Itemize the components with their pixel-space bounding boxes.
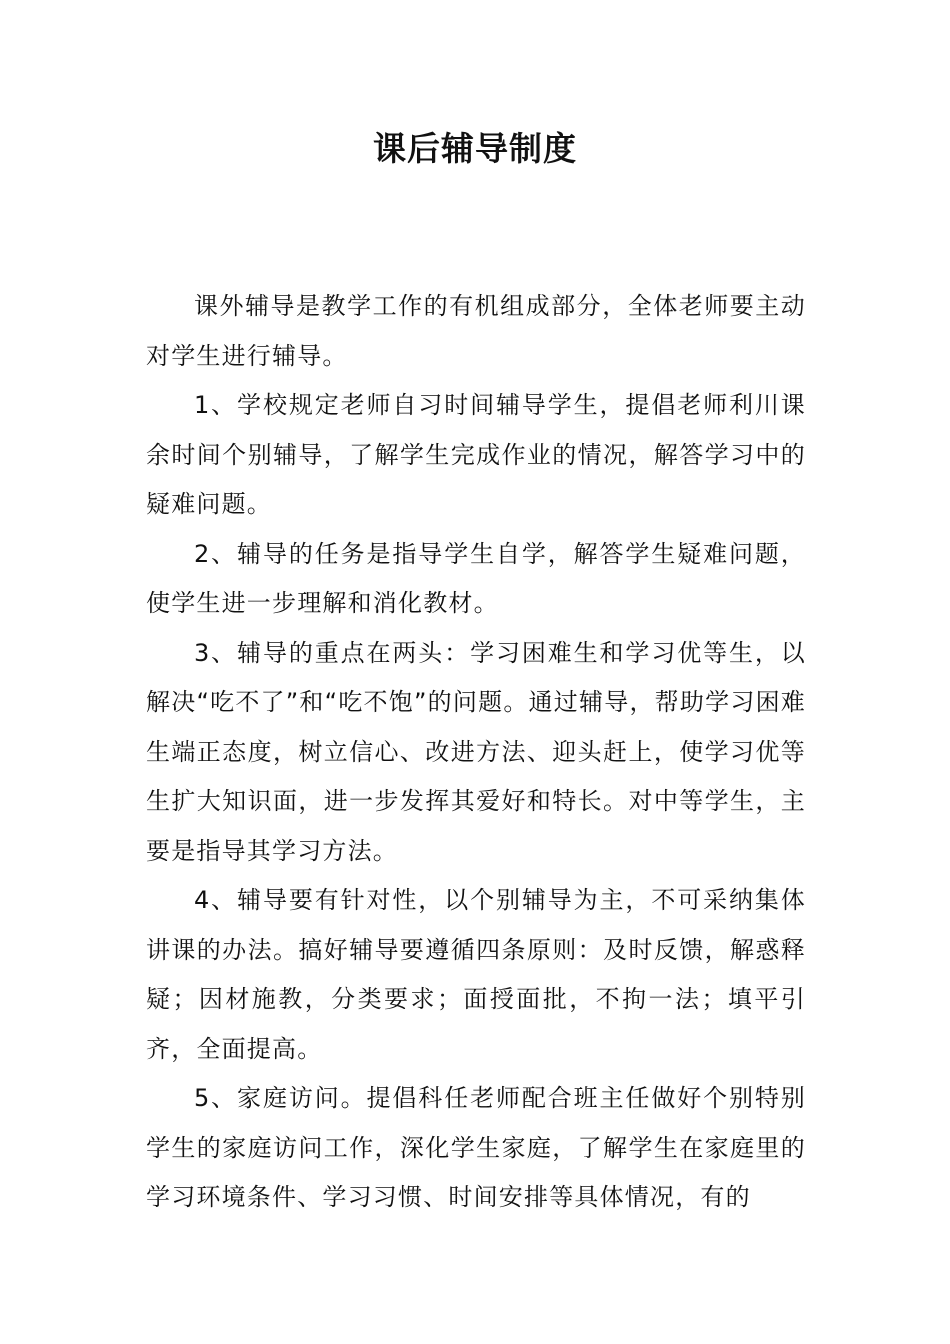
document-body (146, 282, 806, 1223)
paragraph-item-2: 2、辅导的任务是指导学生自学，解答学生疑难问题，使学生进一步理解和消化教材。 (146, 539, 806, 617)
paragraph-item-3: 3、辅导的重点在两头：学习困难生和学习优等生，以解决“吃不了”和“吃不饱”的问题。通过辅导，帮助学习困难生端正态度，树立信心、改进方法、迎头赶上，使学习优等生扩大知识面，进一步发挥其爱好和特长。对中等学生，主要是指导其学习方法。 (146, 638, 806, 865)
paragraph-item-4: 4、辅导要有针对性，以个别辅导为主，不可采纳集体讲课的办法。搞好辅导要遵循四条原则：及时反馈，解惑释疑；因材施教，分类要求；面授面批，不拘一法；填平引齐，全面提高。 (146, 886, 806, 1063)
paragraph-item-1: 1、学校规定老师自习时间辅导学生，提倡老师利川课余时间个别辅导，了解学生完成作业的情况，解答学习中的疑难问题。 (146, 391, 806, 518)
paragraph-intro: 课外辅导是教学工作的有机组成部分，全体老师要主动对学生进行辅导。 (146, 292, 806, 370)
paragraph-item-5: 5、家庭访问。提倡科任老师配合班主任做好个别特别学生的家庭访问工作，深化学生家庭，了解学生在家庭里的学习环境条件、学习习惯、时间安排等具体情况，有的 (146, 1084, 806, 1211)
document-title: 课后辅导制度 (373, 129, 577, 168)
